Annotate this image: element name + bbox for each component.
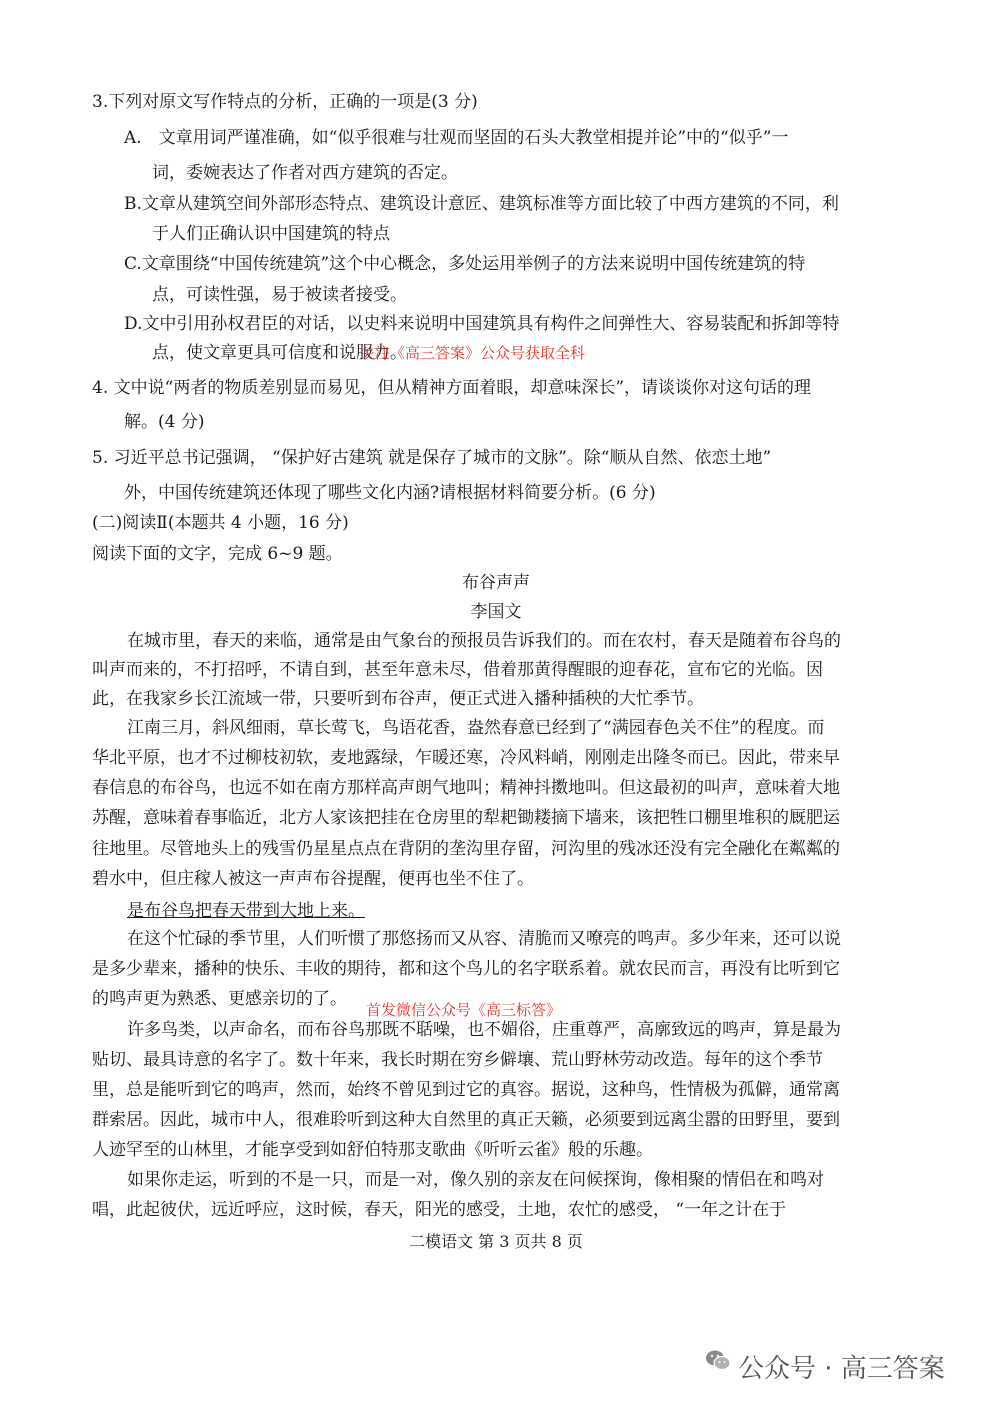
article-line: 江南三月，斜风细雨，草长莺飞，鸟语花香，盎然春意已经到了“满园春色关不住”的程度。而 [127,718,825,738]
q3-option-c-cont: 点，可读性强，易于被读者接受。 [152,285,407,305]
article-line: 人迹罕至的山林里，才能享受到如舒伯特那支歌曲《听听云雀》般的乐趣。 [92,1140,653,1160]
q5-line2: 外，中国传统建筑还体现了哪些文化内涵?请根据材料简要分析。(6 分) [124,483,656,503]
reading-instruction: 阅读下面的文字，完成 6~9 题。 [92,544,343,564]
article-line: 叫声而来的，不打招呼，不请自到，甚至年意未尽，借着那黄得醒眼的迎春花，宣布它的光临。因 [92,660,823,680]
q3-option-b-cont: 于人们正确认识中国建筑的特点 [152,224,390,244]
article-line: 苏醒，意味着春事临近，北方人家该把挂在仓房里的犁耙锄耧摘下墙来，该把牲口棚里堆积的厩肥运 [92,808,840,828]
article-line: 的鸣声更为熟悉、更感亲切的了。 [92,989,347,1009]
article-line: 贴切、最具诗意的名字了。数十年来，我长时期在穷乡僻壤、荒山野林劳动改造。每年的这个季节 [92,1050,823,1070]
article-line: 碧水中，但庄稼人被这一声声布谷提醒，便再也坐不住了。 [92,869,534,889]
q3-option-d-cont: 点，使文章更具可信度和说服力。 [152,343,407,363]
article-line: 往地里。尽管地头上的残雪仍星星点点在背阴的垄沟里存留，河沟里的残冰还没有完全融化在粼粼的 [92,839,840,859]
q3-option-a: A. 文章用词严谨准确，如“似乎很难与壮观而坚固的石头大教堂相提并论”中的“似乎”一 [124,128,789,148]
article-line: 许多鸟类，以声命名，而布谷鸟那既不聒噪，也不媚俗，庄重尊严，高廓致远的鸣声，算是最为 [127,1020,841,1040]
article-line: 此，在我家乡长江流域一带，只要听到布谷声，便正式进入播种插秧的大忙季节。 [92,689,704,709]
q3-option-a-cont: 词，委婉表达了作者对西方建筑的否定。 [152,163,458,183]
brand-label: 公众号 · 高三答案 [738,1354,945,1384]
q3-option-c: C.文章围绕“中国传统建筑”这个中心概念，多处运用举例子的方法来说明中国传统建筑的特 [124,254,806,274]
section-heading: (二)阅读Ⅱ(本题共 4 小题，16 分) [92,513,349,533]
article-line: 唱，此起彼伏，远近呼应，这时候，春天，阳光的感受，土地，农忙的感受， “一年之计在于 [92,1200,787,1220]
article-line: 如果你走运，听到的不是一只，而是一对，像久别的亲友在问候探询，像相聚的情侣在和鸣对 [127,1170,824,1190]
wechat-icon [704,1346,732,1374]
article-line: 群索居。因此，城市中人，很难聆听到这种大自然里的真正天籁，必须要到远离尘嚣的田野里，要到 [92,1110,840,1130]
article-line: 里，总是能听到它的鸣声，然而，始终不曾见到过它的真容。据说，这种鸟，性情极为孤僻，通常离 [92,1080,840,1100]
q4-line1: 4. 文中说“两者的物质差别显而易见，但从精神方面着眼，却意味深长”，请谈谈你对这句话的理 [92,378,812,398]
watermark-red-1: 关注《高三答案》公众号获取全科 [360,344,586,362]
q3-option-d: D.文中引用孙权君臣的对话，以史料来说明中国建筑具有构件之间弹性大、容易装配和拆卸等特 [124,314,840,334]
page-footer: 二模语文 第 3 页共 8 页 [409,1232,583,1251]
article-title: 布谷声声 [462,573,530,593]
watermark-red-2: 首发微信公众号《高三标答》 [366,1001,562,1019]
q3-option-b: B.文章从建筑空间外部形态特点、建筑设计意匠、建筑标准等方面比较了中西方建筑的不同，利 [124,194,839,214]
article-line: 是多少辈来，播种的快乐、丰收的期待，都和这个鸟儿的名字联系着。就农民而言，再没有比听到它 [92,959,840,979]
q5-line1: 5. 习近平总书记强调， “保护好古建筑 就是保存了城市的文脉”。除“顺从自然、依恋土地” [92,448,772,468]
article-line: 在城市里，春天的来临，通常是由气象台的预报员告诉我们的。而在农村，春天是随着布谷鸟的 [127,631,841,651]
article-author: 李国文 [470,602,522,622]
article-line: 华北平原，也才不过柳枝初软，麦地露绿，乍暖还寒，冷风料峭，刚刚走出隆冬而已。因此，带来早 [92,748,840,768]
article-underlined-sentence: 是布谷鸟把春天带到大地上来。 [127,901,365,921]
article-line: 春信息的布谷鸟，也远不如在南方那样高声朗气地叫；精神抖擞地叫。但这最初的叫声，意味着大地 [92,778,840,798]
q3-stem: 3.下列对原文写作特点的分析，正确的一项是(3 分) [92,92,478,112]
q4-line2: 解。(4 分) [124,412,205,432]
article-line: 在这个忙碌的季节里，人们听惯了那悠扬而又从容、清脆而又嘹亮的鸣声。多少年来，还可以说 [127,929,841,949]
